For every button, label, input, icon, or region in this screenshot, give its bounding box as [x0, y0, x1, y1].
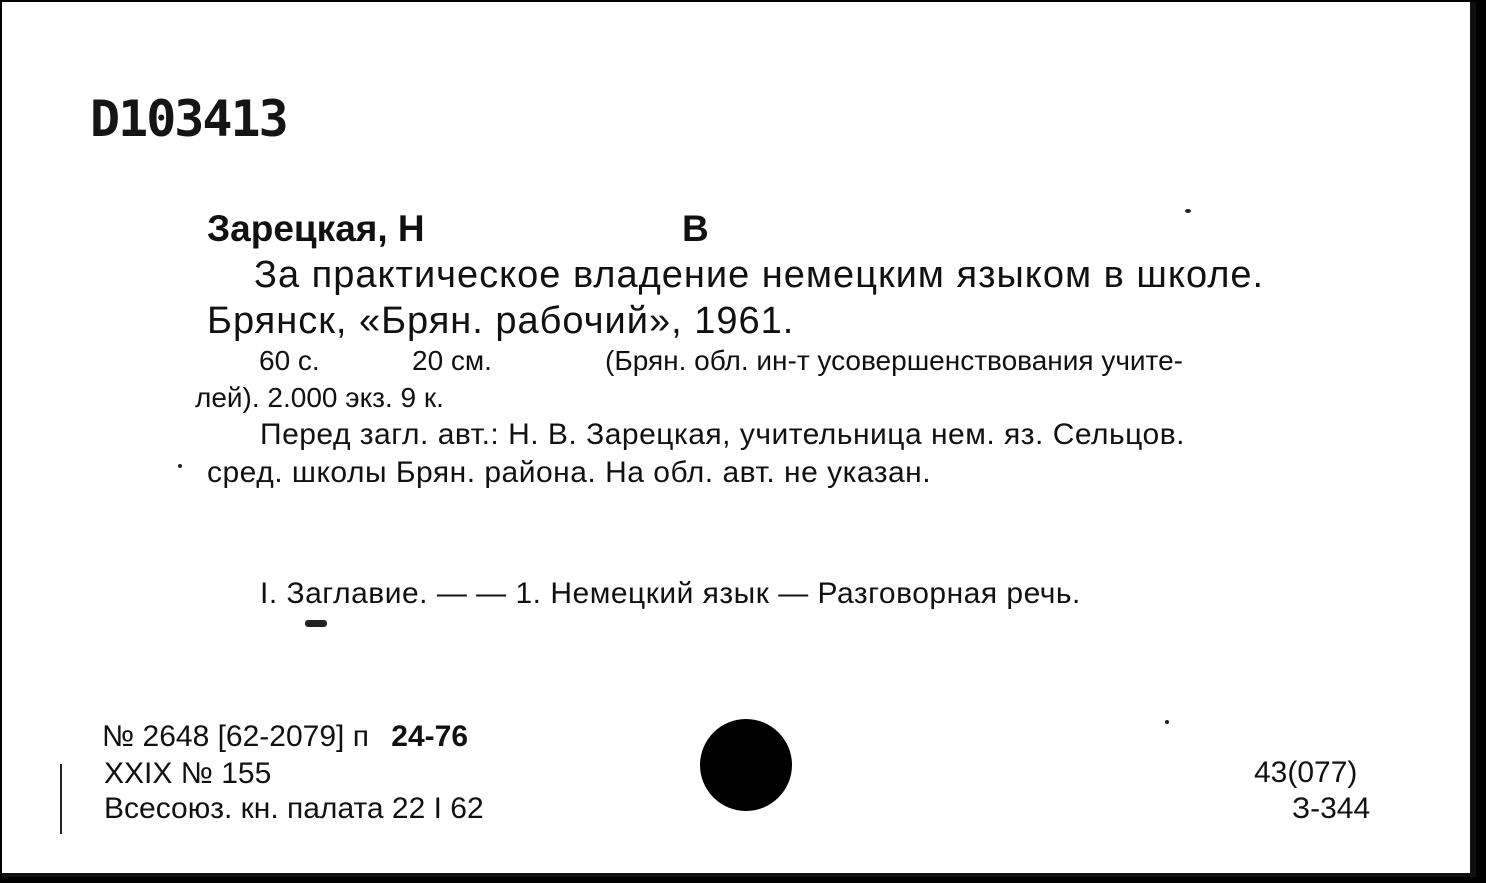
note-line-1: Перед загл. авт.: Н. В. Зарецкая, учительница нем. яз. Сельцов.: [260, 418, 1185, 451]
ink-speck: [178, 464, 182, 468]
ink-speck: [1185, 209, 1191, 213]
size: 20 см.: [412, 345, 492, 376]
ink-speck: [305, 620, 327, 627]
classification-code: 43(077): [1254, 756, 1358, 789]
author-surname: Зарецкая, Н: [207, 208, 425, 249]
footer-registration: [102, 720, 468, 754]
footer-series-number: XXIX № 155: [104, 757, 272, 790]
accession-number: D103413: [90, 90, 287, 148]
tracing: I. Заглавие. — — 1. Немецкий язык — Разговорная речь.: [260, 577, 1081, 610]
title-line-1: За практическое владение немецким языком в школе.: [254, 254, 1265, 296]
title-line-2: Брянск, «Брян. рабочий», 1961.: [207, 300, 795, 342]
author-initial: В: [682, 208, 709, 249]
series-line-1: (Брян. обл. ин-т усовершенствования учите-: [605, 345, 1183, 376]
author-mark: З-344: [1292, 792, 1371, 825]
ink-speck: [1165, 720, 1169, 724]
footer-chamber: Всесоюз. кн. палата 22 I 62: [104, 792, 484, 825]
punch-hole: [700, 719, 792, 811]
pages: 60 с.: [259, 345, 320, 376]
note-line-2: сред. школы Брян. района. На обл. авт. не указан.: [207, 456, 932, 489]
margin-mark: [60, 764, 68, 834]
series-line-2: лей). 2.000 экз. 9 к.: [195, 382, 444, 413]
catalog-card: [2, 2, 1476, 877]
footer-registration-number: № 2648 [62-2079] п: [102, 720, 369, 753]
footer-order-code: 24-76: [391, 720, 469, 753]
